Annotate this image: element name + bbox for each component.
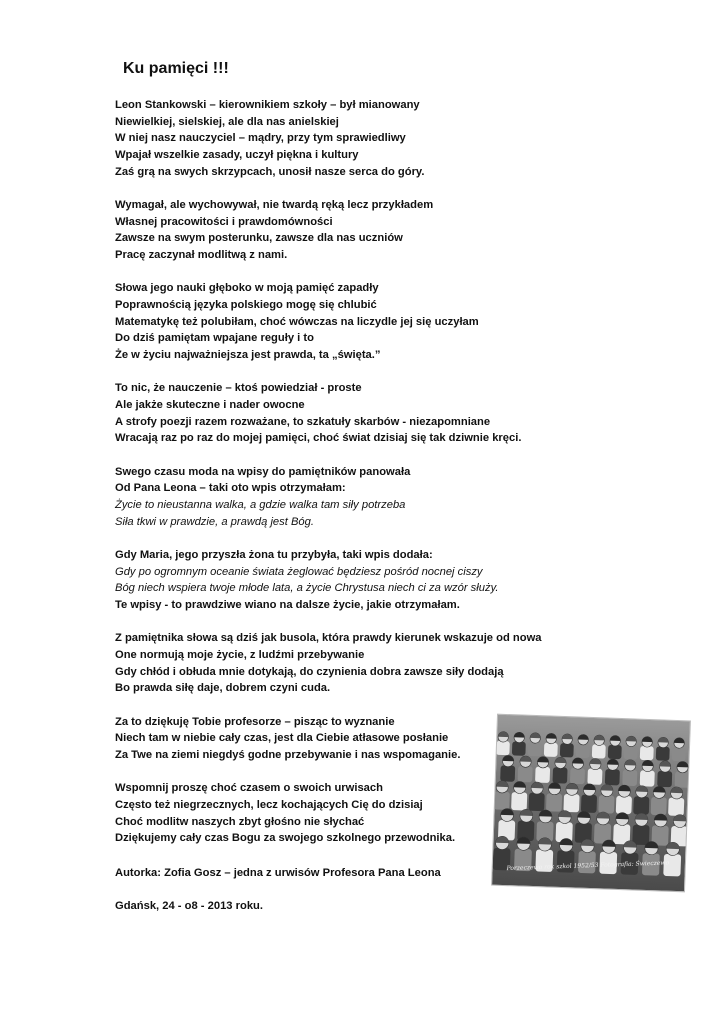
stanza [115,97,585,181]
poem-line: Do dziś pamiętam wpajane reguły i to [115,332,314,345]
stanza [115,464,585,531]
stanza [115,547,585,614]
poem-line: Z pamiętnika słowa są dziś jak busola, która prawdy kierunek wskazuje od nowa [115,632,542,645]
poem-title: Ku pamięci !!! [123,60,229,77]
poem-line: Za to dziękuję Tobie profesorze – pisząc to wyznanie [115,715,395,728]
poem-line: Te wpisy - to prawdziwe wiano na dalsze życie, jakie otrzymałam. [115,599,460,612]
poem-line: Bo prawda siłę daje, dobrem czyni cuda. [115,682,331,695]
poem-line: Poprawnością języka polskiego mogę się chlubić [115,299,377,312]
poem-line: Matematykę też polubiłam, choć wówczas na liczydle jej się uczyłam [115,315,479,328]
poem-line: Ale jakże skuteczne i nader owocne [115,399,305,412]
poem-line: W niej nasz nauczyciel – mądry, przy tym sprawiedliwy [115,132,406,145]
poem-line: Że w życiu najważniejsza jest prawda, ta „święta.” [115,349,381,362]
poem-line: Wymagał, ale wychowywał, nie twardą ręką lecz przykładem [115,199,434,212]
poem-line: Niewielkiej, sielskiej, ale dla nas anielskiej [115,115,339,128]
poem-line: Swego czasu moda na wpisy do pamiętników panowała [115,465,411,478]
poem-line: Zawsze na swym posterunku, zawsze dla nas uczniów [115,232,403,245]
class-photo [492,715,690,892]
poem-line: One normują moje życie, z ludźmi przebywanie [115,648,365,661]
poem-line: Choć modlitw naszych zbyt głośno nie słychać [115,815,365,828]
poem-line: Za Twe na ziemi niegdyś godne przebywanie i nas wspomaganie. [115,749,461,761]
author-line: Autorka: Zofia Gosz – jedna z urwisów Profesora Pana Leona [115,867,441,880]
poem-line: Gdy chłód i obłuda mnie dotykają, do czynienia dobra zawsze siły dodają [115,665,504,678]
poem-line: Pracę zaczynał modlitwą z nami. [115,249,288,262]
poem-line: Wspomnij proszę choć czasem o swoich urwisach [115,782,383,795]
poem-line: Zaś grą na swych skrzypcach, unosił nasze serca do góry. [115,165,425,178]
class-photo-image [492,715,690,892]
poem-line: Niech tam w niebie cały czas, jest dla Ciebie atłasowe posłanie [115,732,449,745]
stanza [115,280,585,364]
stanza [115,630,585,697]
poem-line: Gdy Maria, jego przyszła żona tu przybyła, taki wpis dodała: [115,548,433,561]
poem-line: Siła tkwi w prawdzie, a prawdą jest Bóg. [115,515,314,528]
poem-line: Wpajał wszelkie zasady, uczył piękna i kultury [115,149,359,162]
poem-line: Gdy po ogromnym oceanie świata żeglować będziesz pośród nocnej ciszy [115,565,483,578]
stanza [115,197,585,264]
poem-line: A strofy poezji razem rozważane, to szkatuły skarbów - niezapomniane [115,415,491,428]
poem-line: Życie to nieustanna walka, a gdzie walka tam siły potrzeba [115,499,406,512]
place-date-line: Gdańsk, 24 - o8 - 2013 roku. [115,900,263,913]
photo-caption: Porzeczewo rok szkol 1952/53 Fotografia: Świeczewo [506,859,670,873]
poem-line: Słowa jego nauki głęboko w moją pamięć zapadły [115,282,379,295]
poem-line: To nic, że nauczenie – ktoś powiedział - proste [115,382,362,395]
poem-line: Wracają raz po raz do mojej pamięci, choć świat dzisiaj się tak dziwnie kręci. [115,432,522,445]
poem-line: Od Pana Leona – taki oto wpis otrzymałam: [115,482,346,495]
poem-line: Dziękujemy cały czas Bogu za swojego szkolnego przewodnika. [115,832,456,845]
poem-line: Własnej pracowitości i prawdomówności [115,215,333,228]
poem-line: Często też niegrzecznych, lecz kochających Cię do dzisiaj [115,798,423,811]
poem-line: Leon Stankowski – kierownikiem szkoły – był mianowany [115,99,420,111]
stanza [115,380,585,447]
poem-line: Bóg niech wspiera twoje młode lata, a życie Chrystusa niech ci za wzór służy. [115,582,499,595]
